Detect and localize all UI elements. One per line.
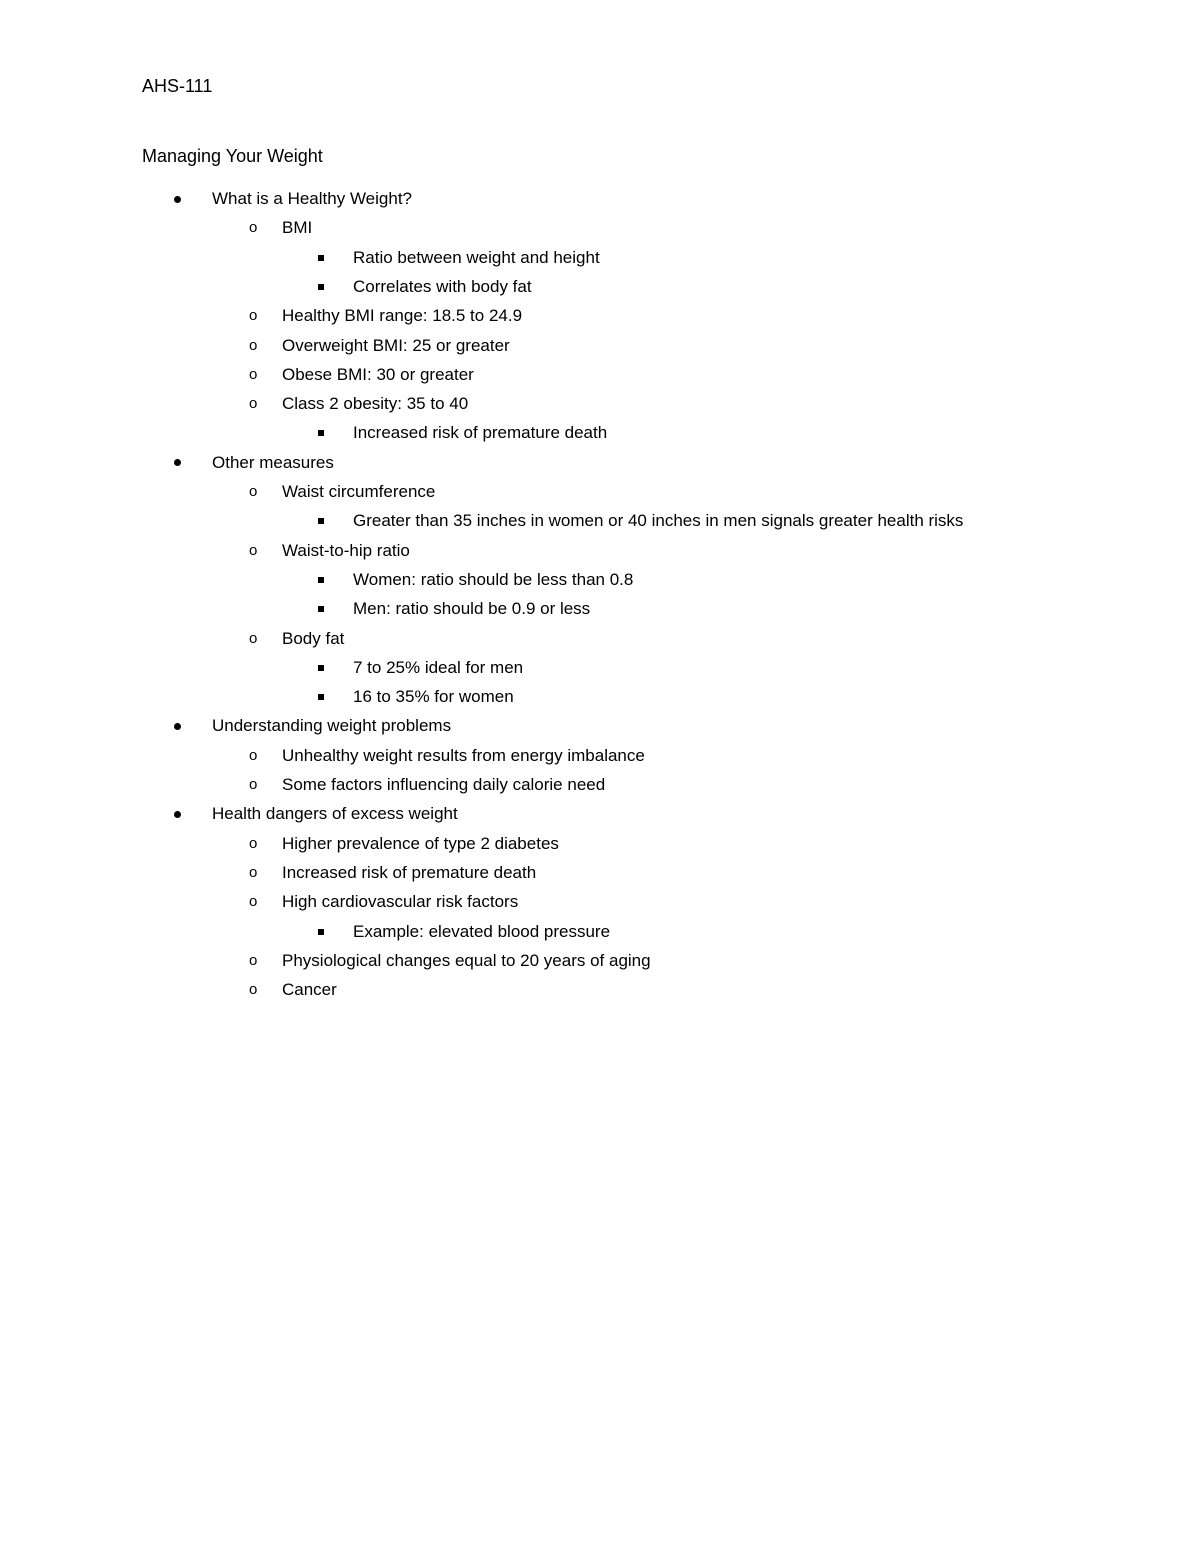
bullet-square-icon — [318, 684, 338, 710]
bullet-dot-icon — [174, 801, 194, 827]
outline-item-level-2 — [0, 772, 1200, 798]
outline-item-level-1 — [0, 801, 1200, 827]
bullet-square-icon — [318, 508, 338, 534]
bullet-circle-marker — [249, 626, 269, 652]
outline-item-text: Unhealthy weight results from energy imbalance — [282, 745, 645, 765]
outline-item-level-2 — [0, 831, 1200, 857]
course-code: AHS-111 — [142, 76, 213, 96]
outline-item-level-3 — [0, 245, 1200, 271]
outline-item-level-3 — [0, 919, 1200, 945]
outline-item-level-2 — [0, 948, 1200, 974]
bullet-square-icon — [318, 420, 338, 446]
outline-item-level-3 — [0, 596, 1200, 622]
outline-item-text: Some factors influencing daily calorie need — [282, 775, 606, 794]
bullet-square-icon — [318, 245, 338, 271]
outline-item-level-3 — [0, 567, 1200, 593]
outline-item-level-2 — [0, 977, 1200, 1003]
bullet-dot-icon — [174, 186, 194, 212]
outline-item-text: Health dangers of excess weight — [212, 804, 458, 824]
outline-item-level-1 — [0, 186, 1200, 212]
outline-item-level-2 — [0, 362, 1200, 388]
bullet-circle-marker — [249, 215, 269, 241]
bullet-o-label: o — [249, 776, 258, 793]
bullet-o-label: o — [249, 863, 258, 881]
bullet-o-label: o — [249, 746, 258, 764]
outline-item-text: What is a Healthy Weight? — [212, 189, 412, 208]
outline-item-text: Physiological changes equal to 20 years of aging — [282, 950, 651, 970]
bullet-square-icon — [318, 567, 338, 593]
bullet-circle-marker — [249, 303, 269, 329]
bullet-o-label: o — [249, 219, 258, 237]
outline-item-level-3 — [0, 420, 1200, 446]
outline-item-level-2 — [0, 889, 1200, 915]
bullet-circle-marker — [249, 362, 269, 388]
bullet-o-label: o — [249, 336, 258, 354]
outline-item-level-2 — [0, 743, 1200, 769]
bullet-circle-marker — [249, 538, 269, 564]
outline-item-text: Other measures — [212, 452, 334, 472]
outline-item-text: Correlates with body fat — [353, 276, 532, 296]
bullet-o-label: o — [249, 629, 258, 647]
outline-item-text: Women: ratio should be less than 0.8 — [353, 569, 634, 589]
bullet-circle-marker — [249, 391, 269, 417]
bullet-o-label: o — [249, 981, 258, 999]
outline-item-text: Healthy BMI range: 18.5 to 24.9 — [282, 306, 523, 326]
outline-item-level-3 — [0, 655, 1200, 681]
outline-item-text: BMI — [282, 218, 313, 238]
outline-item-text: Body fat — [282, 628, 345, 648]
outline-item-text: 7 to 25% ideal for men — [353, 657, 524, 677]
outline-item-text: Ratio between weight and height — [353, 247, 600, 267]
outline-item-level-2 — [0, 215, 1200, 241]
outline-item-level-2 — [0, 333, 1200, 359]
bullet-circle-marker — [249, 948, 269, 974]
outline-item-level-2 — [0, 391, 1200, 417]
bullet-circle-marker — [249, 772, 269, 798]
bullet-circle-marker — [249, 831, 269, 857]
outline-item-level-2 — [0, 303, 1200, 329]
bullet-o-label: o — [249, 951, 258, 969]
bullet-circle-marker — [249, 860, 269, 886]
bullet-square-icon — [318, 655, 338, 681]
bullet-circle-marker — [249, 333, 269, 359]
outline-item-text: Example: elevated blood pressure — [353, 921, 611, 941]
outline-item-text: Increased risk of premature death — [353, 423, 608, 443]
outline-item-level-1 — [0, 450, 1200, 476]
bullet-dot-icon — [174, 450, 194, 476]
outline-item-text: Higher prevalence of type 2 diabetes — [282, 833, 559, 853]
outline-item-text: 16 to 35% for women — [353, 687, 514, 707]
outline-item-text: Class 2 obesity: 35 to 40 — [282, 394, 469, 414]
bullet-o-label: o — [249, 541, 258, 559]
outline-item-text: Increased risk of premature death — [282, 862, 537, 882]
outline-item-text: Men: ratio should be 0.9 or less — [353, 599, 591, 619]
outline-item-text: Waist-to-hip ratio — [282, 540, 410, 560]
outline-item-text: Waist circumference — [282, 482, 436, 501]
bullet-square-icon — [318, 596, 338, 622]
bullet-o-label: o — [249, 893, 258, 911]
outline-item-text: Obese BMI: 30 or greater — [282, 364, 474, 384]
bullet-o-label: o — [249, 307, 258, 325]
outline-item-level-1 — [0, 713, 1200, 739]
bullet-square-icon — [318, 919, 338, 945]
outline-item-text: Cancer — [282, 980, 337, 1000]
outline-item-level-3 — [0, 274, 1200, 300]
bullet-o-label: o — [249, 395, 258, 413]
outline-item-level-3 — [0, 508, 1200, 534]
outline-item-level-2 — [0, 538, 1200, 564]
outline-item-text: Overweight BMI: 25 or greater — [282, 335, 510, 355]
outline-item-level-2 — [0, 626, 1200, 652]
outline-item-level-2 — [0, 479, 1200, 505]
bullet-o-label: o — [249, 365, 258, 383]
bullet-o-label: o — [249, 834, 258, 852]
outline-item-text: Greater than 35 inches in women or 40 inches in men signals greater health risks — [353, 511, 964, 531]
bullet-circle-marker — [249, 889, 269, 915]
bullet-circle-marker — [249, 977, 269, 1003]
outline-item-text: Understanding weight problems — [212, 716, 452, 736]
outline-item-text: High cardiovascular risk factors — [282, 892, 519, 912]
outline-item-level-2 — [0, 860, 1200, 886]
bullet-circle-marker — [249, 743, 269, 769]
outline-item-level-3 — [0, 684, 1200, 710]
bullet-circle-marker — [249, 479, 269, 505]
bullet-square-icon — [318, 274, 338, 300]
bullet-dot-icon — [174, 713, 194, 739]
document-title: Managing Your Weight — [142, 146, 323, 166]
bullet-o-label: o — [249, 483, 258, 500]
